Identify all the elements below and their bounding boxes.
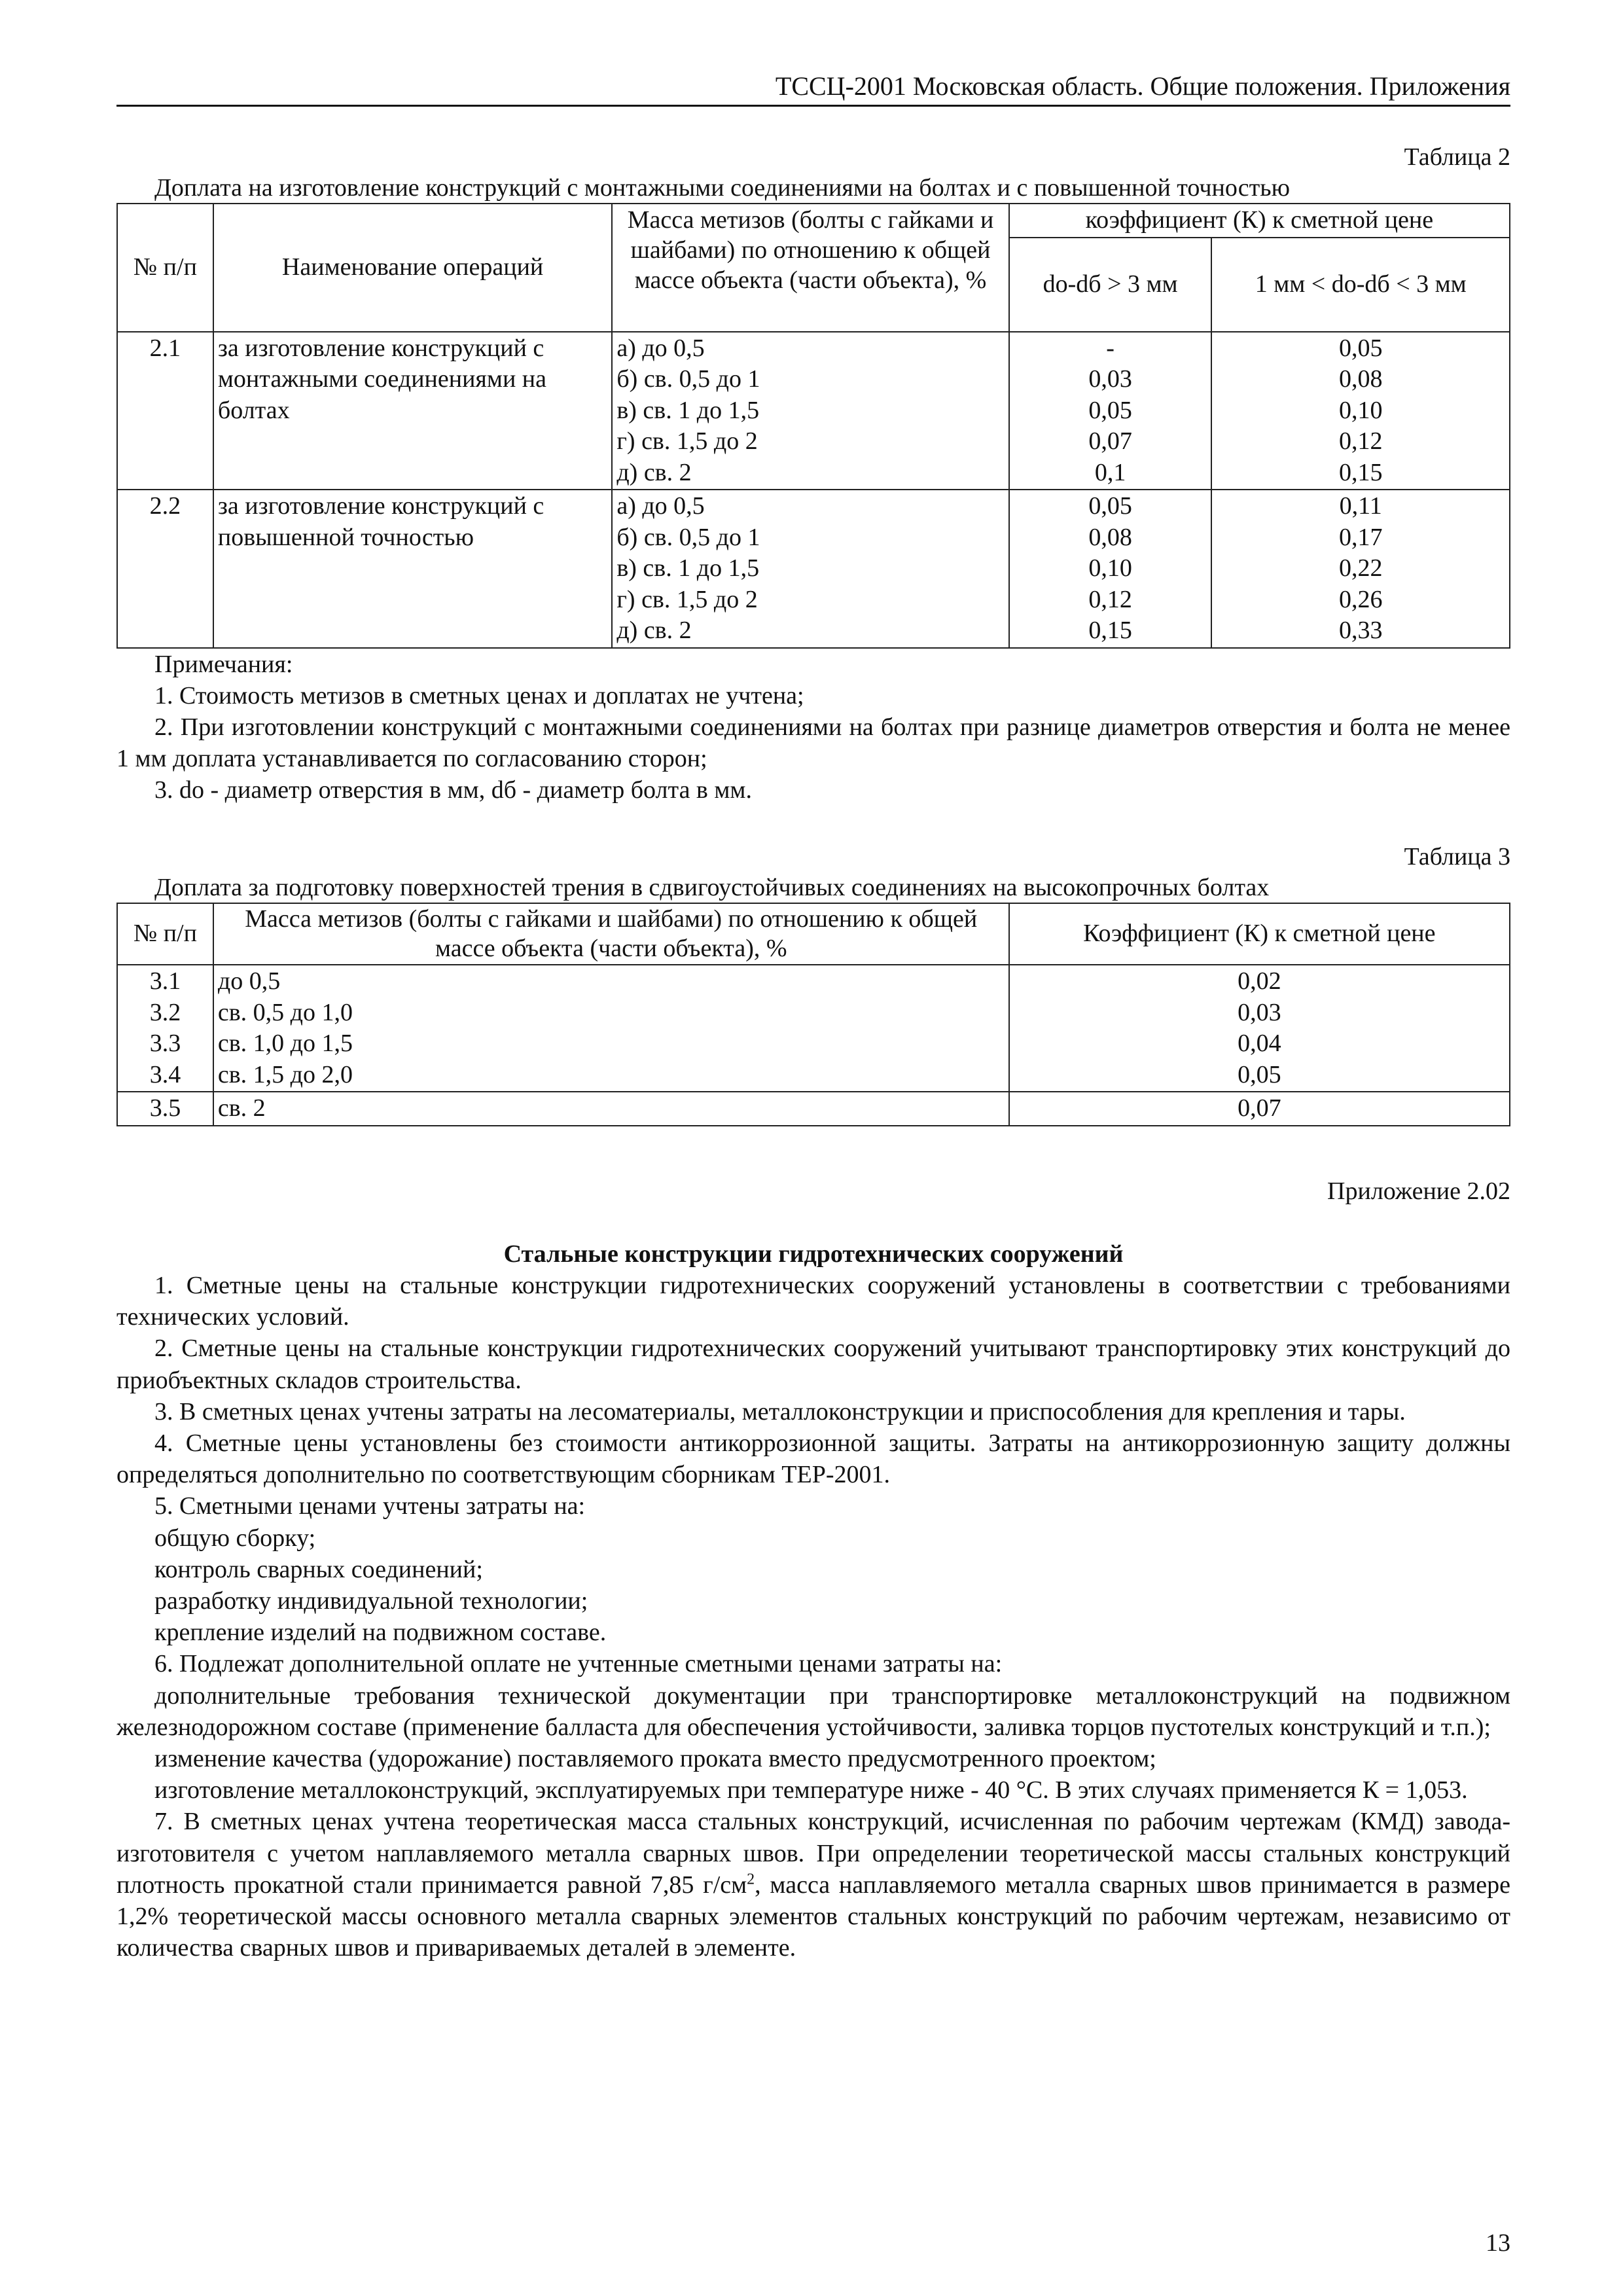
table2-header-row-1 [117,204,1510,238]
table3-cell-num: 3.5 [117,1092,213,1126]
page-number: 13 [1486,2229,1510,2257]
table2-coef-a-item: 0,05 [1088,492,1132,520]
table2-header-name: Наименование операций [213,204,612,332]
table3 [116,903,1510,1126]
table2-mass-item: б) св. 0,5 до 1 [616,523,760,551]
table2-cell-coef-a-list [1009,332,1212,490]
table2-mass-item: в) св. 1 до 1,5 [616,554,760,582]
table3-cell-coef: 0,05 [1238,1060,1281,1088]
body-list-item: дополнительные требования технической документации при транспортировке металлоконструкций на подвижном железнодорожном составе (применение балласта для обеспечения устойчивости, заливка торцов пустотелых конструкций и т.п.); [116,1681,1510,1741]
table3-mass-list [213,965,1009,1092]
table2-notes [116,649,1510,806]
table2-cell-num: 2.2 [117,490,213,648]
table2-mass-item: б) св. 0,5 до 1 [616,365,760,393]
table3-cell-num: 3.2 [149,998,181,1026]
table2-cell-coef-a-list [1009,490,1212,648]
table3-cell-num: 3.1 [149,967,181,995]
table2-coef-b-item: 0,15 [1338,458,1383,486]
table2-coef-a-item: 0,12 [1088,585,1132,613]
table3-cell-num: 3.3 [149,1030,181,1057]
table2-coef-b-item: 0,11 [1339,492,1382,520]
table2-caption: Доплата на изготовление конструкций с монтажными соединениями на болтах и с повышенной точностью [154,174,1290,202]
table2-coef-b-item: 0,12 [1338,427,1383,455]
body-paragraph: 3. В сметных ценах учтены затраты на лесоматериалы, металлоконструкции и приспособления для крепления и тары. [154,1397,1406,1426]
body-paragraph: 1. Сметные цены на стальные конструкции гидротехнических сооружений установлены в соответствии с требованиями технических условий. [116,1272,1510,1331]
table2-cell-coef-b-list [1211,490,1510,648]
table2-header-coef: коэффициент (К) к сметной цене [1009,204,1510,238]
table2-mass-item: а) до 0,5 [616,334,705,362]
body-paragraph: 5. Сметными ценами учтены затраты на: [154,1492,586,1520]
table2-cell-mass-list [612,490,1008,648]
running-header: ТССЦ-2001 Московская область. Общие положения. Приложения [775,71,1510,101]
table2-mass-item: д) св. 2 [616,617,692,644]
p7-text-after: , масса наплавляемого металла сварных швов принимается в размере 1,2% теоретической массы основного металла сварных элементов стальных конструкций по рабочим чертежам, независимо от количества сварных швов и привариваемых деталей в элементе. [116,1871,1510,1962]
table3-cell-mass: св. 1,5 до 2,0 [217,1060,353,1088]
body-list-item: общую сборку; [154,1524,316,1552]
table2-row-group-1 [117,332,1510,490]
table3-cell-mass: до 0,5 [217,967,281,995]
table2 [116,203,1510,649]
p7-text-before: 7. В сметных ценах учтена теоретическая масса стальных конструкций, исчисленная по рабочим чертежам (КМД) завода-изготовителя с учетом наплавляемого металла сварных швов. При определении теоретической массы стальных конструкций плотность прокатной стали принимается равной 7,85 г/см [116,1808,1510,1899]
table2-header-num: № п/п [117,204,213,332]
table3-cell-coef: 0,02 [1238,967,1281,995]
table3-caption: Доплата за подготовку поверхностей трения в сдвигоустойчивых соединениях на высокопрочных болтах [154,874,1270,901]
table2-coef-b-item: 0,08 [1338,365,1383,393]
header-rule [116,105,1510,107]
table2-cell-num: 2.1 [117,332,213,490]
body-paragraph: 2. Сметные цены на стальные конструкции гидротехнических сооружений учитывают транспортировку этих конструкций до приобъектных складов строительства. [116,1335,1510,1394]
table3-cell-mass: св. 2 [213,1092,1009,1126]
table2-header-coef-b: 1 мм < do-dб < 3 мм [1211,238,1510,332]
table3-cell-coef: 0,04 [1238,1030,1281,1057]
table3-header-mass: Масса метизов (болты с гайками и шайбами) по отношению к общей массе объекта (части объекта), % [213,903,1009,965]
body-list-item: крепление изделий на подвижном составе. [154,1619,607,1647]
table3-header-num: № п/п [117,903,213,965]
table2-mass-item: а) до 0,5 [616,492,705,520]
table2-coef-a-item: 0,08 [1088,523,1132,551]
body-paragraph: 6. Подлежат дополнительной оплате не учтенные сметными ценами затраты на: [154,1650,1003,1678]
p7-superscript: 2 [747,1871,755,1888]
body-list-item: изготовление металлоконструкций, эксплуатируемых при температуре ниже - 40 °С. В этих случаях применяется К = 1,053. [154,1776,1468,1804]
table2-coef-b-item: 0,10 [1338,396,1383,424]
table3-section [116,841,1510,1126]
table3-row [117,965,1510,1092]
table3-cell-num: 3.4 [149,1060,181,1088]
table2-row-group-2 [117,490,1510,648]
note-item: 3. do - диаметр отверстия в мм, dб - диаметр болта в мм. [154,776,752,804]
body-paragraph: 4. Сметные цены установлены без стоимости антикоррозионной защиты. Затраты на антикоррозионную защиту должны определяться дополнительно по соответствующим сборникам ТЕР-2001. [116,1429,1510,1489]
table3-row [117,1092,1510,1126]
body-list-item: контроль сварных соединений; [154,1555,483,1583]
table2-label: Таблица 2 [1404,143,1510,171]
table2-coef-b-item: 0,26 [1338,585,1383,613]
table3-header-row [117,903,1510,965]
table3-coef-list [1009,965,1510,1092]
note-item: 1. Стоимость метизов в сметных ценах и доплатах не учтена; [154,681,804,709]
body-list-item: изменение качества (удорожание) поставляемого проката вместо предусмотренного проектом; [154,1745,1156,1773]
table2-cell-name: за изготовление конструкций с повышенной точностью [213,490,612,648]
notes-title: Примечания: [154,650,293,678]
table2-coef-b-item: 0,22 [1338,554,1383,582]
table3-cell-mass: св. 1,0 до 1,5 [217,1030,353,1057]
body-paragraph-7 [116,1806,1510,1964]
table2-cell-coef-b-list [1211,332,1510,490]
table2-coef-b-item: 0,05 [1338,334,1383,362]
table2-mass-item: в) св. 1 до 1,5 [616,396,760,424]
note-item: 2. При изготовлении конструкций с монтажными соединениями на болтах при разнице диаметров отверстия и болта не менее 1 мм доплата устанавливается по согласованию сторон; [116,713,1510,772]
table2-coef-b-item: 0,17 [1338,523,1383,551]
body-list-item: разработку индивидуальной технологии; [154,1587,588,1615]
table3-cell-coef: 0,07 [1009,1092,1510,1126]
table2-mass-item: г) св. 1,5 до 2 [616,585,758,613]
table3-cell-mass: св. 0,5 до 1,0 [217,998,353,1026]
table2-coef-a-item: 0,10 [1088,554,1132,582]
table2-coef-a-item: 0,07 [1088,427,1132,455]
appendix-body [116,1270,1510,1964]
table3-label: Таблица 3 [1404,843,1510,870]
appendix-title: Стальные конструкции гидротехнических сооружений [503,1240,1124,1268]
appendix-label: Приложение 2.02 [1327,1177,1510,1205]
table2-section [116,141,1510,806]
table2-coef-a-item: 0,03 [1088,365,1132,393]
table2-coef-a-item: 0,05 [1088,396,1132,424]
table2-coef-a-item: 0,1 [1094,458,1126,486]
table2-coef-b-item: 0,33 [1338,617,1383,644]
appendix-section [116,1175,1510,1964]
table3-cell-coef: 0,03 [1238,998,1281,1026]
table2-header-mass: Масса метизов (болты с гайками и шайбами) по отношению к общей массе объекта (части объекта), % [612,204,1008,332]
table2-header-coef-a: do-dб > 3 мм [1009,238,1212,332]
table2-coef-a-item: - [1106,334,1115,362]
table3-num-list [117,965,213,1092]
table2-mass-item: г) св. 1,5 до 2 [616,427,758,455]
table2-mass-item: д) св. 2 [616,458,692,486]
table2-cell-name: за изготовление конструкций с монтажными соединениями на болтах [213,332,612,490]
table2-cell-mass-list [612,332,1008,490]
table2-coef-a-item: 0,15 [1088,617,1132,644]
table3-header-coef: Коэффициент (К) к сметной цене [1009,903,1510,965]
